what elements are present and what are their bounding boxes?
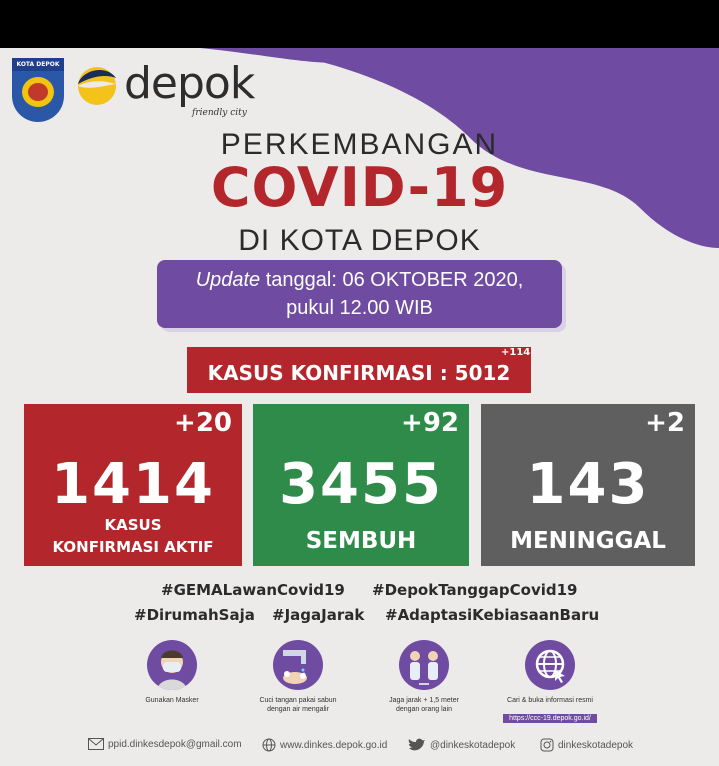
distance-icon xyxy=(399,640,449,690)
hashtag-adaptasi: #AdaptasiKebiasaanBaru xyxy=(385,606,600,624)
handwash-icon xyxy=(273,640,323,690)
tip-distance xyxy=(364,640,484,714)
footer-twitter[interactable] xyxy=(408,738,515,752)
seal-label: KOTA DEPOK xyxy=(12,58,64,71)
footer-website[interactable] xyxy=(262,738,387,752)
title-line-3: DI KOTA DEPOK xyxy=(238,224,481,257)
email-icon xyxy=(88,738,104,750)
update-time: pukul 12.00 WIB xyxy=(286,297,433,319)
tip-mask xyxy=(112,640,232,705)
hashtag-dirumah-saja: #DirumahSaja xyxy=(134,606,255,624)
confirmed-cases-delta: +114 xyxy=(501,347,531,358)
stat-label-line2: KONFIRMASI AKTIF xyxy=(52,538,214,556)
twitter-icon xyxy=(408,738,426,752)
title-line-1: PERKEMBANGAN xyxy=(220,128,499,161)
stat-value: 3455 xyxy=(279,452,443,517)
stat-delta: +92 xyxy=(401,408,459,438)
depok-logo-tagline: friendly city xyxy=(192,108,247,118)
stat-label-line1: KASUS xyxy=(104,516,162,534)
tip-caption-line1: Jaga jarak + 1,5 meter xyxy=(389,697,459,704)
official-info-url[interactable]: https://ccc-19.depok.go.id/ xyxy=(503,714,597,723)
stat-label: MENINGGAL xyxy=(510,528,666,554)
hashtag-gema: #GEMALawanCovid19 xyxy=(161,581,345,599)
mask-icon xyxy=(147,640,197,690)
web-globe-icon xyxy=(262,738,276,752)
footer-email[interactable] xyxy=(88,738,242,750)
footer-instagram-text: dinkeskotadepok xyxy=(558,739,634,751)
update-date-box xyxy=(157,260,562,328)
globe-icon xyxy=(525,640,575,690)
footer-email-text: ppid.dinkesdepok@gmail.com xyxy=(108,738,242,750)
stat-active-cases xyxy=(24,404,242,566)
tip-caption-line1: Cuci tangan pakai sabun xyxy=(259,697,337,704)
stat-delta: +2 xyxy=(645,408,685,438)
hashtag-jaga-jarak: #JagaJarak xyxy=(272,606,365,624)
title-covid: COVID-19 xyxy=(210,156,509,219)
tip-caption-line2: dengan orang lain xyxy=(395,706,453,713)
tip-handwash xyxy=(238,640,358,714)
footer-twitter-text: @dinkeskotadepok xyxy=(430,739,516,751)
hashtag-depok-tanggap: #DepokTanggapCovid19 xyxy=(372,581,578,599)
footer-instagram[interactable] xyxy=(540,738,633,752)
update-prefix: Update xyxy=(195,269,261,291)
stat-value: 1414 xyxy=(51,452,215,517)
footer-website-text: www.dinkes.depok.go.id xyxy=(280,739,388,751)
depok-logo-icon xyxy=(76,62,118,110)
instagram-icon xyxy=(540,738,554,752)
infographic-poster xyxy=(0,48,719,766)
stat-value: 143 xyxy=(526,452,650,517)
stat-deaths xyxy=(481,404,695,566)
depok-logo-text: depok xyxy=(124,58,255,109)
tip-official-info xyxy=(490,640,610,724)
update-date: tanggal: 06 OKTOBER 2020, xyxy=(260,269,524,291)
confirmed-cases-banner: KASUS KONFIRMASI : 5012 xyxy=(187,347,531,393)
tip-caption-line1: Cari & buka informasi resmi xyxy=(507,697,593,704)
stat-label: SEMBUH xyxy=(305,528,417,554)
tip-caption: Gunakan Masker xyxy=(145,697,199,704)
stat-delta: +20 xyxy=(174,408,232,438)
tip-caption-line2: dengan air mengalir xyxy=(267,706,329,713)
kota-depok-seal-logo xyxy=(12,58,64,122)
stat-recovered xyxy=(253,404,469,566)
